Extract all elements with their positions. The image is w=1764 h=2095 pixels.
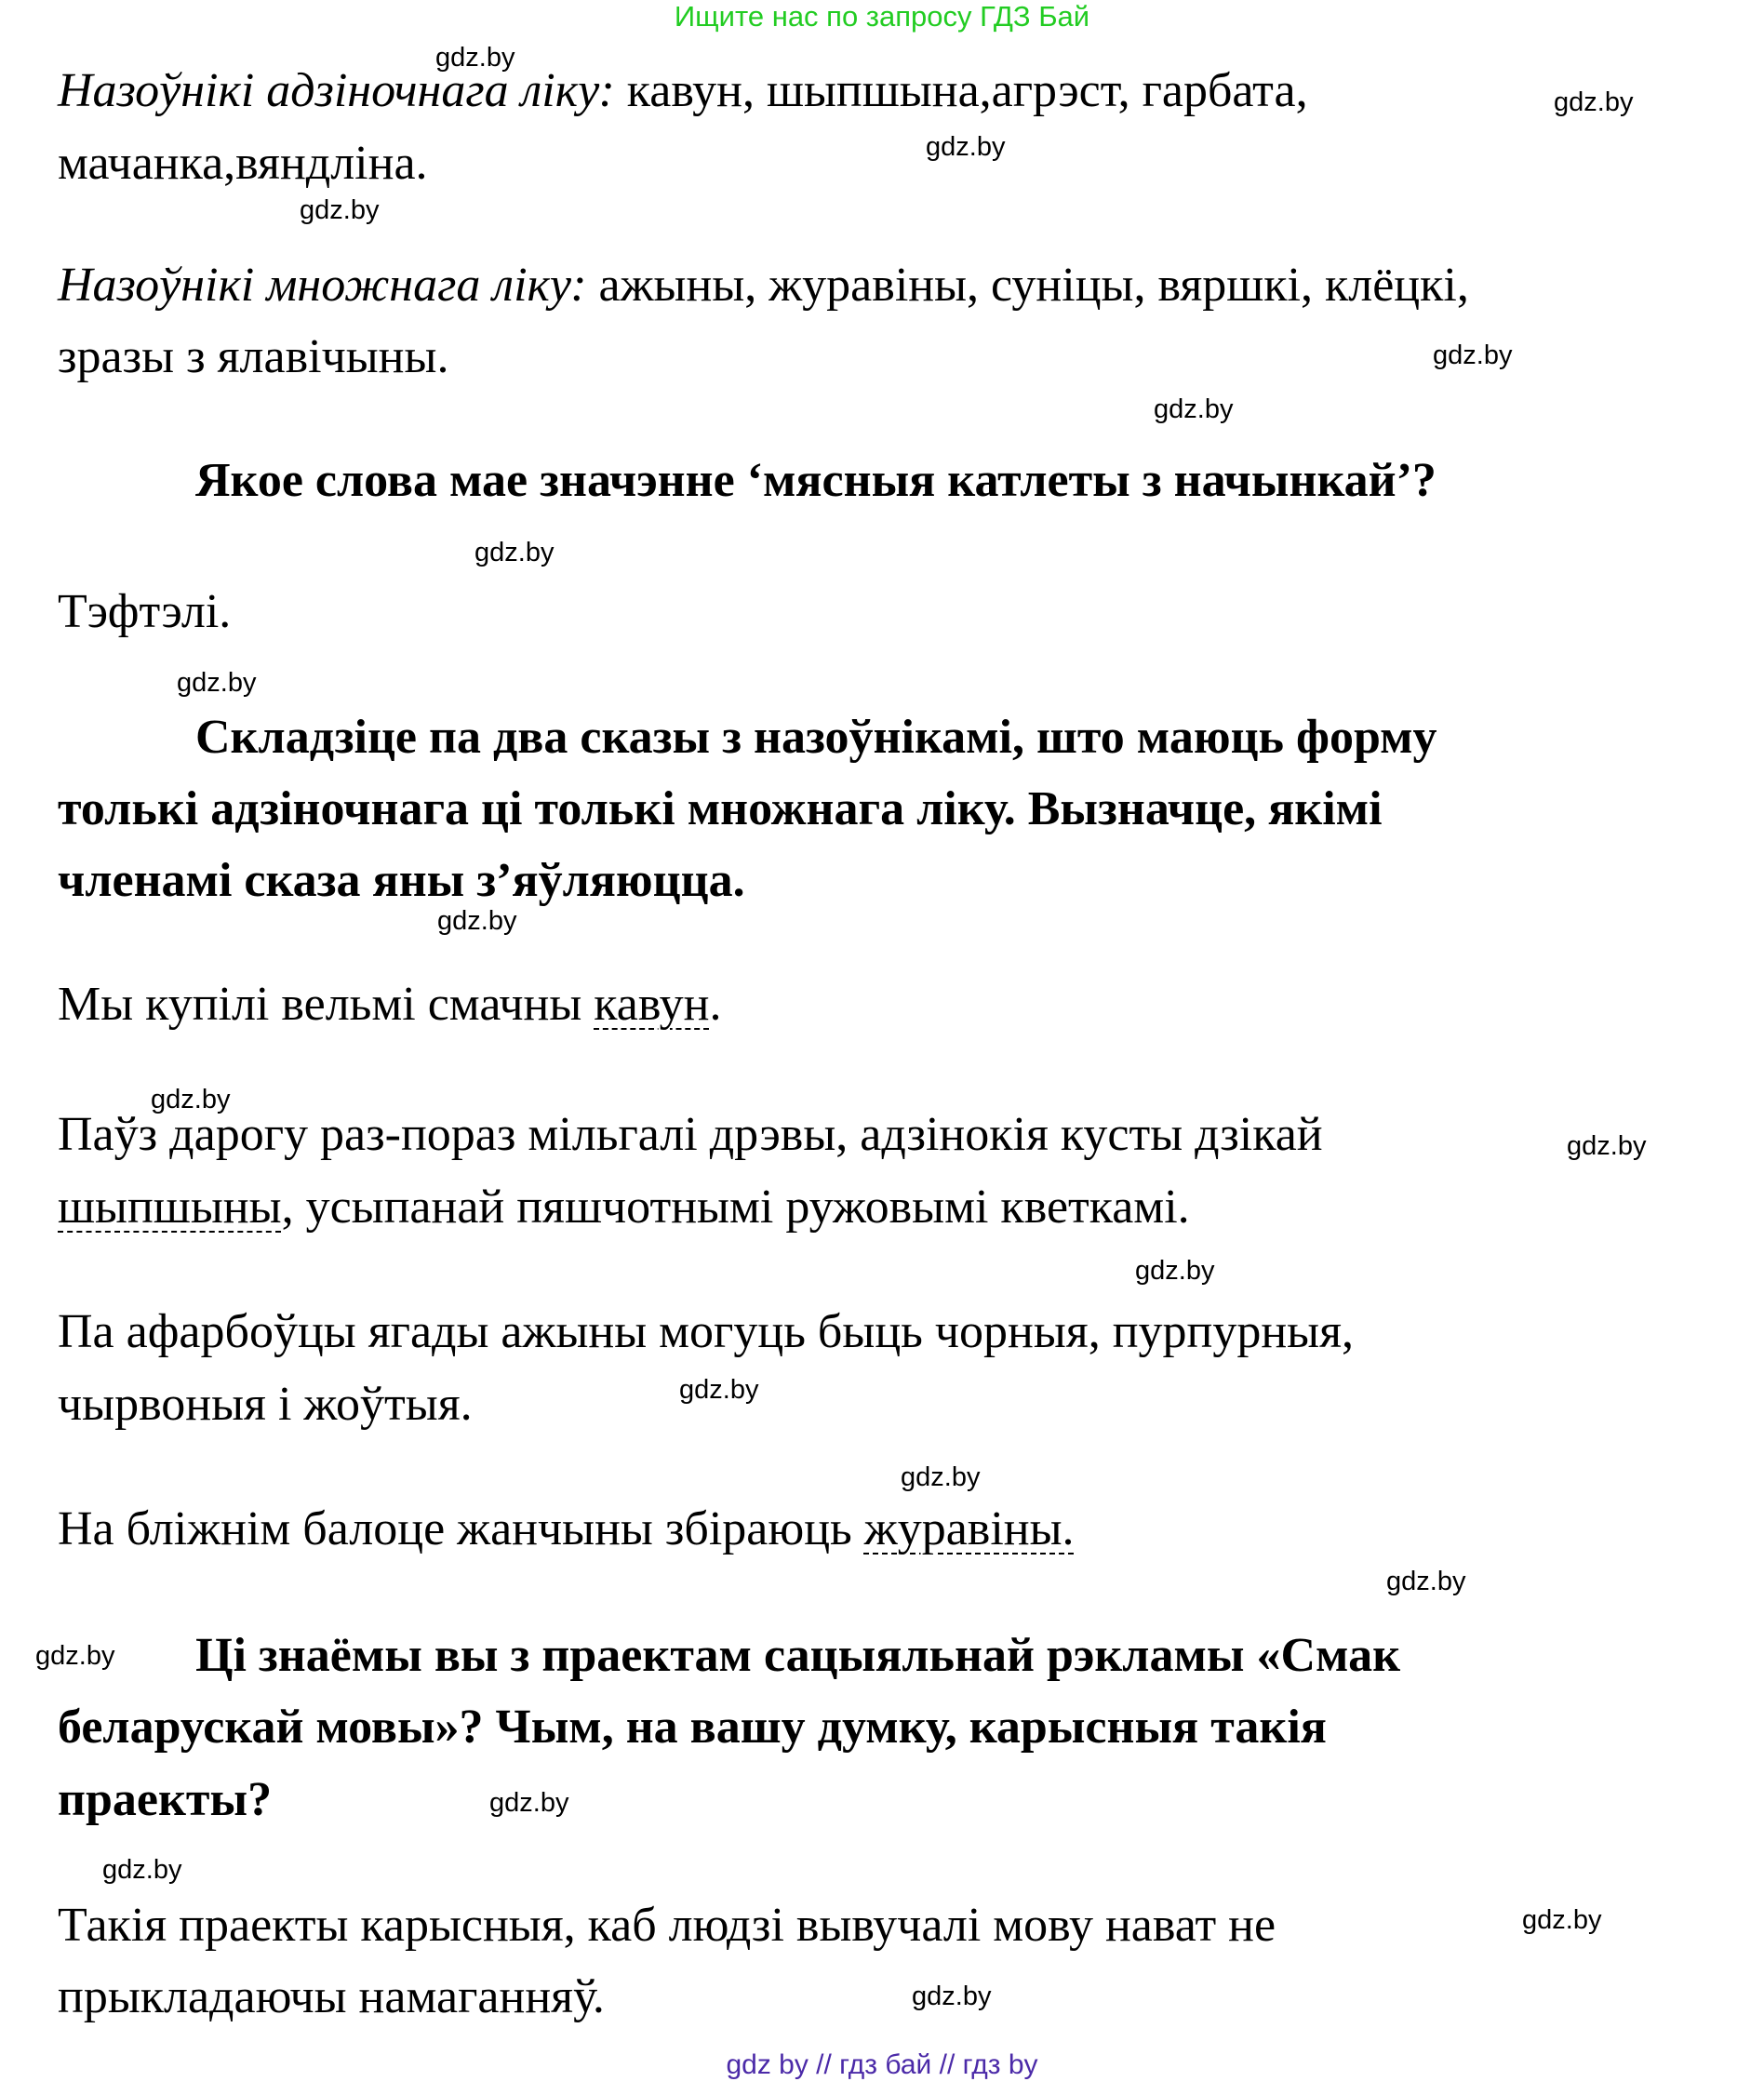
singular-nouns-label: Назоўнікі адзіночнага ліку:: [58, 64, 615, 117]
watermark: gdz.by: [1135, 1256, 1215, 1286]
search-banner[interactable]: Ищите нас по запросу ГДЗ Бай: [674, 0, 1090, 33]
watermark: gdz.by: [1554, 87, 1634, 117]
question-2-line-3: членамі сказа яны з’яўляюцца.: [58, 854, 745, 907]
singular-nouns-list-part-1: кавун, шыпшына,агрэст, гарбата,: [614, 64, 1308, 117]
sentence-1-end: .: [709, 978, 722, 1031]
plural-nouns-list-part-1: ажыны, журавіны, суніцы, вяршкі, клёцкі,: [586, 259, 1469, 312]
watermark: gdz.by: [300, 195, 380, 225]
sentence-4: [58, 1501, 1075, 1557]
sentence-2-attribute-word: шыпшыны: [58, 1181, 282, 1234]
question-3-line-2: беларускай мовы»? Чым, на вашу думку, карысныя такія: [58, 1701, 1327, 1754]
sentence-3-line-2: чырвоныя і жоўтыя.: [58, 1378, 473, 1431]
question-2-line-2: толькі адзіночнага ці толькі множнага ліку. Вызначце, якімі: [58, 782, 1383, 835]
sentence-4-start: На бліжнім балоце жанчыны збіраюць: [58, 1502, 864, 1555]
watermark: gdz.by: [912, 1982, 992, 2011]
question-2-line-1: Складзіце па два сказы з назоўнікамі, што маюць форму: [195, 711, 1437, 764]
plural-nouns-line-2: зразы з ялавічыны.: [58, 330, 449, 383]
watermark: gdz.by: [1433, 340, 1513, 370]
answer-3-line-2: прыкладаючы намаганняў.: [58, 1970, 605, 2023]
sentence-2-line-2: [58, 1180, 1190, 1235]
plural-nouns-label: Назоўнікі множнага ліку:: [58, 259, 587, 312]
watermark: gdz.by: [474, 538, 555, 567]
sentence-2-line-1: Паўз дарогу раз-пораз мільгалі дрэвы, адзінокія кусты дзікай: [58, 1108, 1323, 1161]
watermark: gdz.by: [1386, 1567, 1466, 1596]
answer-3-line-1: Такія праекты карысныя, каб людзі вывучалі мову нават не: [58, 1899, 1276, 1952]
watermark: gdz.by: [102, 1855, 182, 1885]
question-3-line-3: праекты?: [58, 1773, 273, 1826]
question-3-line-1: Ці знаёмы вы з праектам сацыяльнай рэкламы «Смак: [195, 1629, 1401, 1682]
plural-nouns-line-1: [58, 258, 1469, 314]
watermark: gdz.by: [177, 668, 257, 698]
watermark: gdz.by: [1154, 394, 1234, 424]
watermark: gdz.by: [901, 1462, 981, 1492]
sentence-1-subject-word: кавун: [594, 978, 710, 1031]
watermark: gdz.by: [151, 1085, 231, 1114]
singular-nouns-line-2: мачанка,вяндліна.: [58, 137, 428, 190]
watermark: gdz.by: [679, 1375, 759, 1405]
sentence-2-end: , усыпанай пяшчотнымі ружовымі кветкамі.: [281, 1181, 1190, 1234]
sentence-4-object-word: журавіны.: [863, 1502, 1075, 1555]
watermark: gdz.by: [1522, 1905, 1602, 1935]
watermark: gdz.by: [926, 132, 1006, 162]
watermark: gdz.by: [489, 1788, 569, 1818]
watermark: gdz.by: [437, 906, 517, 936]
watermark: gdz.by: [35, 1641, 115, 1671]
watermark: gdz.by: [1567, 1131, 1647, 1161]
sentence-1: [58, 977, 721, 1033]
singular-nouns-line-1: [58, 63, 1308, 119]
answer-1: Тэфтэлі.: [58, 585, 232, 638]
sentence-3-line-1: Па афарбоўцы ягады ажыны могуць быць чорныя, пурпурныя,: [58, 1305, 1355, 1358]
sentence-1-start: Мы купілі вельмі смачны: [58, 978, 595, 1031]
question-1: Якое слова мае значэнне ‘мясныя катлеты з начынкай’?: [195, 454, 1437, 507]
watermark: gdz.by: [435, 43, 515, 73]
footer-links[interactable]: gdz by // гдз бай // гдз by: [726, 2049, 1038, 2080]
